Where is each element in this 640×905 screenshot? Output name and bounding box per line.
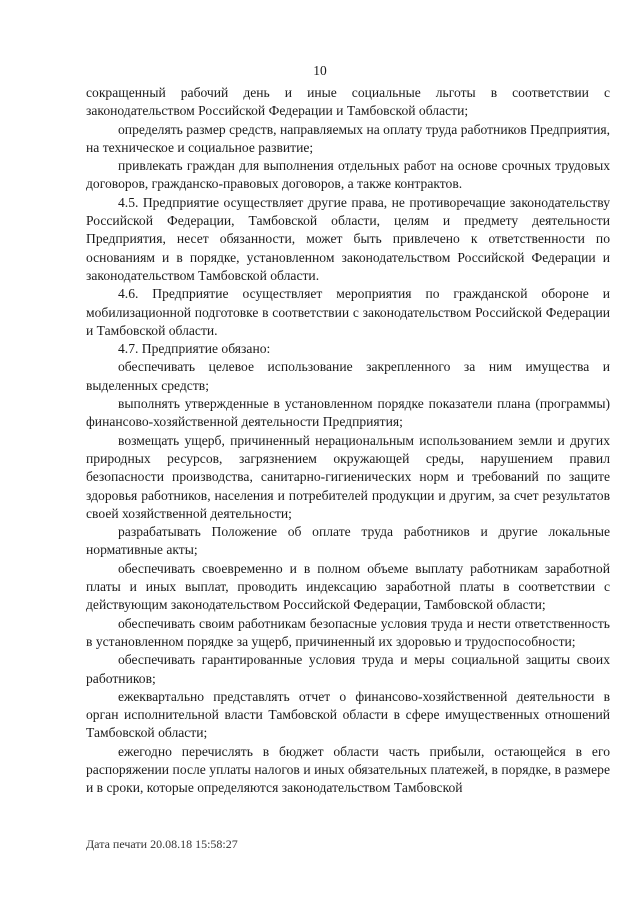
page-number: 10 <box>313 63 327 78</box>
paragraph: обеспечивать своевременно и в полном объеме выплату работникам заработной платы и иных выплат, проводить индексацию заработной платы в соответствии с действующим законодательством Российской Федерации, Тамбовской области; <box>86 560 610 613</box>
paragraph: определять размер средств, направляемых на оплату труда работников Предприятия, на техническое и социальное развитие; <box>86 121 610 155</box>
paragraph: выполнять утвержденные в установленном порядке показатели плана (программы) финансово-хозяйственной деятельности Предприятия; <box>86 396 610 430</box>
paragraph: возмещать ущерб, причиненный нерациональным использованием земли и других природных ресурсов, загрязнением окружающей среды, нарушением правил безопасности производства, санитарно-гигиенических норм и требований по защите здоровья работников, населения и потребителей продукции и другим, за счет результатов своей хозяйственной деятельности; <box>86 432 610 521</box>
print-date-footer: Дата печати 20.08.18 15:58:27 <box>86 837 238 851</box>
paragraph: ежегодно перечислять в бюджет области часть прибыли, остающейся в его распоряжении после уплаты налогов и иных обязательных платежей, в порядке, в размере и в сроки, которые определяются законодательством Тамбовской <box>86 743 610 796</box>
paragraph: 4.6. Предприятие осуществляет мероприятия по гражданской обороне и мобилизационной подготовке в соответствии с законодательством Российской Федерации и Тамбовской области. <box>86 286 610 338</box>
document-body <box>86 84 610 798</box>
paragraph: обеспечивать гарантированные условия труда и меры социальной защиты своих работников; <box>86 652 610 686</box>
paragraph: привлекать граждан для выполнения отдельных работ на основе срочных трудовых договоров, гражданско-правовых договоров, а также контрактов. <box>86 158 610 192</box>
paragraph: сокращенный рабочий день и иные социальные льготы в соответствии с законодательством Российской Федерации и Тамбовской области; <box>86 85 610 119</box>
paragraph: 4.5. Предприятие осуществляет другие права, не противоречащие законодательству Российской Федерации, Тамбовской области, целям и предмету деятельности Предприятия, несет обязанности, может быть привлечено к ответственности по основаниям и в порядке, установленном законодательством Российской Федерации и законодательством Тамбовской области. <box>86 194 610 283</box>
paragraph: ежеквартально представлять отчет о финансово-хозяйственной деятельности в орган исполнительной власти Тамбовской области в сфере имущественных отношений Тамбовской области; <box>86 688 610 741</box>
paragraph: разрабатывать Положение об оплате труда работников и другие локальные нормативные акты; <box>86 524 610 558</box>
paragraph: обеспечивать своим работникам безопасные условия труда и нести ответственность в установленном порядке за ущерб, причиненный их здоровью и трудоспособности; <box>86 615 610 649</box>
paragraph: обеспечивать целевое использование закрепленного за ним имущества и выделенных средств; <box>86 359 610 393</box>
paragraph: 4.7. Предприятие обязано: <box>118 341 271 357</box>
